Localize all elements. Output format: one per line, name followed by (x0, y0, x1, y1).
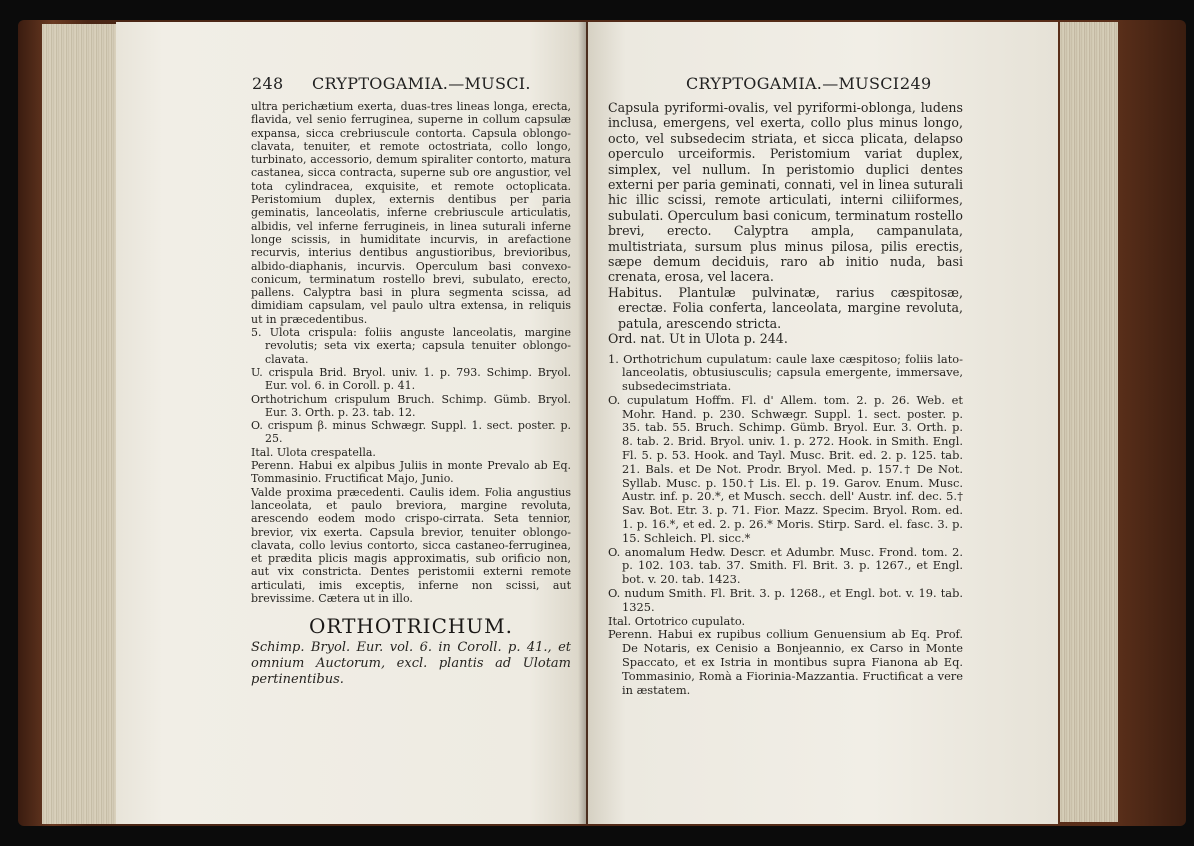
synonym: O. cupulatum Hoffm. Fl. d' Allem. tom. 2. p. 26. Web. et Mohr. Hand. p. 230. Schwægr. Suppl. 1. sect. poster. p. 35. tab. 55. Bruch. Schimp. Gümb. Bryol. Eur. 3. Orth. p. 8. tab. 2. Brid. Bryol. univ. 1. p. 272. Hook. in Smith. Engl. Fl. 5. p. 53. Hook. and Tayl. Musc. Brit. ed. 2. p. 125. tab. 21. Bals. et De Not. Prodr. Bryol. Med. p. 157.† De Not. Syllab. Musc. p. 150.† Lis. El. p. 19. Garov. Enum. Musc. Austr. inf. p. 20.*, et Musch. secch. dell' Austr. inf. dec. 5.† Sav. Bot. Etr. 3. p. 71. Fior. Mazz. Specim. Bryol. Rom. ed. 1. p. 16.*, et ed. 2. p. 26.* Moris. Stirp. Sard. el. fasc. 3. p. 15. Schleich. Pl. sicc.* (608, 392, 963, 545)
section-reference: Schimp. Bryol. Eur. vol. 6. in Coroll. p. 41., et omnium Auctorum, excl. plantis ad Ulotam pertinentibus. (251, 639, 571, 687)
synonym: Orthotrichum crispulum Bruch. Schimp. Gümb. Bryol. Eur. 3. Orth. p. 23. tab. 12. (251, 392, 571, 419)
synonym: O. nudum Smith. Fl. Brit. 3. p. 1268., et Engl. bot. v. 19. tab. 1325. (608, 586, 963, 614)
habitat-note: Perenn. Habui ex alpibus Juliis in monte Prevalo ab Eq. Tommasinio. Fructificat Majo, Junio. (251, 459, 571, 486)
habitus-paragraph: Habitus. Plantulæ pulvinatæ, rarius cæspitosæ, erectæ. Folia conferta, lanceolata, margine revoluta, patula, arescendo stricta. (608, 284, 963, 331)
order-note: Ord. nat. Ut in Ulota p. 244. (608, 331, 788, 347)
section-heading: ORTHOTRICHUM. (308, 614, 513, 639)
left-running-title: CRYPTOGAMIA.—MUSCI. (312, 74, 531, 93)
synonym: O. anomalum Hedw. Descr. et Adumbr. Musc. Frond. tom. 2. p. 102. 103. tab. 37. Smith. Fl. Brit. 3. p. 1267., et Engl. bot. v. 20. tab. 1423. (608, 544, 963, 587)
left-page-number: 248 (252, 74, 284, 93)
species-entry: 5. Ulota crispula: foliis anguste lanceolatis, margine revolutis; seta vix exerta; capsula tenuiter oblongo-clavata. (251, 326, 571, 366)
italian-name: Ital. Ulota crespatella. (251, 445, 376, 459)
description: Valde proxima præcedenti. Caulis idem. Folia angustius lanceolata, et paulo breviora, margine revoluta, arescendo eodem modo crispo-cirrata. Seta tennior, brevior, vix exerta. Capsula brevior, tenuiter oblongo-clavata, collo levius contorto, sicca castaneo-ferruginea, et prædita plicis magis approximatis, sub orificio non, aut vix constricta. Dentes peristomii externi remote articulati, imis exceptis, inferne non scissi, aut brevissime. Cætera ut in illo. (251, 485, 571, 605)
species-entry: 1. Orthotrichum cupulatum: caule laxe cæspitoso; foliis lato-lanceolatis, obtusiusculis; capsula emergente, immersave, subsedecimstriata. (608, 351, 963, 394)
right-page-number: 249 (900, 74, 932, 93)
left-page (116, 22, 586, 824)
page-edges-right (1060, 22, 1118, 822)
habitat-note: Perenn. Habui ex rupibus collium Genuensium ab Eq. Prof. De Notaris, ex Cenisio a Bonjeannio, ex Carso in Monte Spaccato, et ex Istria in montibus supra Fianona ab Eq. Tommasinio, Romà a Fiorinia-Mazzantia. Fructificat a vere in æstatem. (608, 627, 963, 697)
right-page (588, 22, 1058, 824)
paragraph: Capsula pyriformi-ovalis, vel pyriformi-oblonga, ludens inclusa, emergens, vel exerta, collo plus minus longo, octo, vel subsedecim striata, et sicca plicata, delapso operculo urceiformis. Peristomium variat duplex, simplex, vel nullum. In peristomio duplici dentes externi per paria geminati, connati, vel in linea suturali hic illic scissi, remote articulati, interni ciliiformes, subulati. Operculum basi conicum, terminatum rostello brevi, erecto. Calyptra ampla, campanulata, multistriata, sursum plus minus pilosa, pilis erectis, sæpe demum deciduis, raro ab initio nuda, basi crenata, erosa, vel lacera. (608, 100, 963, 285)
italian-name: Ital. Ortotrico cupulato. (608, 613, 746, 628)
right-running-title: CRYPTOGAMIA.—MUSCI. (686, 74, 905, 93)
synonym: O. crispum β. minus Schwægr. Suppl. 1. sect. poster. p. 25. (251, 419, 571, 446)
page-edges-left (42, 24, 122, 824)
left-text-column (251, 100, 571, 688)
right-text-column (608, 100, 963, 697)
paragraph: ultra perichætium exerta, duas-tres lineas longa, erecta, flavida, vel senio ferruginea, superne in collum capsulæ expansa, sicca crebriuscule contorta. Capsula oblongo-clavata, tenuiter, et remote octostriata, collo longo, turbinato, accessorio, demum spiraliter contorto, matura castanea, sicca contracta, superne sub ore angustior, vel tota cylindracea, exquisite, et remote octoplicata. Peristomium duplex, externis dentibus per paria geminatis, lanceolatis, inferne crebriuscule articulatis, albidis, vel inferne ferrugineis, in linea suturali inferne longe scissis, in humiditate incurvis, in arefactione recurvis, interius dentibus angustioribus, brevioribus, albido-diaphanis, incurvis. Operculum basi convexo-conicum, terminatum rostello brevi, subulato, erecto, pallens. Calyptra basi in plura segmenta scissa, ad dimidiam capsulam, vel paulo ultra extensa, in reliquis ut in præcedentibus. (251, 100, 571, 326)
synonym: U. crispula Brid. Bryol. univ. 1. p. 793. Schimp. Bryol. Eur. vol. 6. in Coroll. p. 41. (251, 365, 571, 393)
